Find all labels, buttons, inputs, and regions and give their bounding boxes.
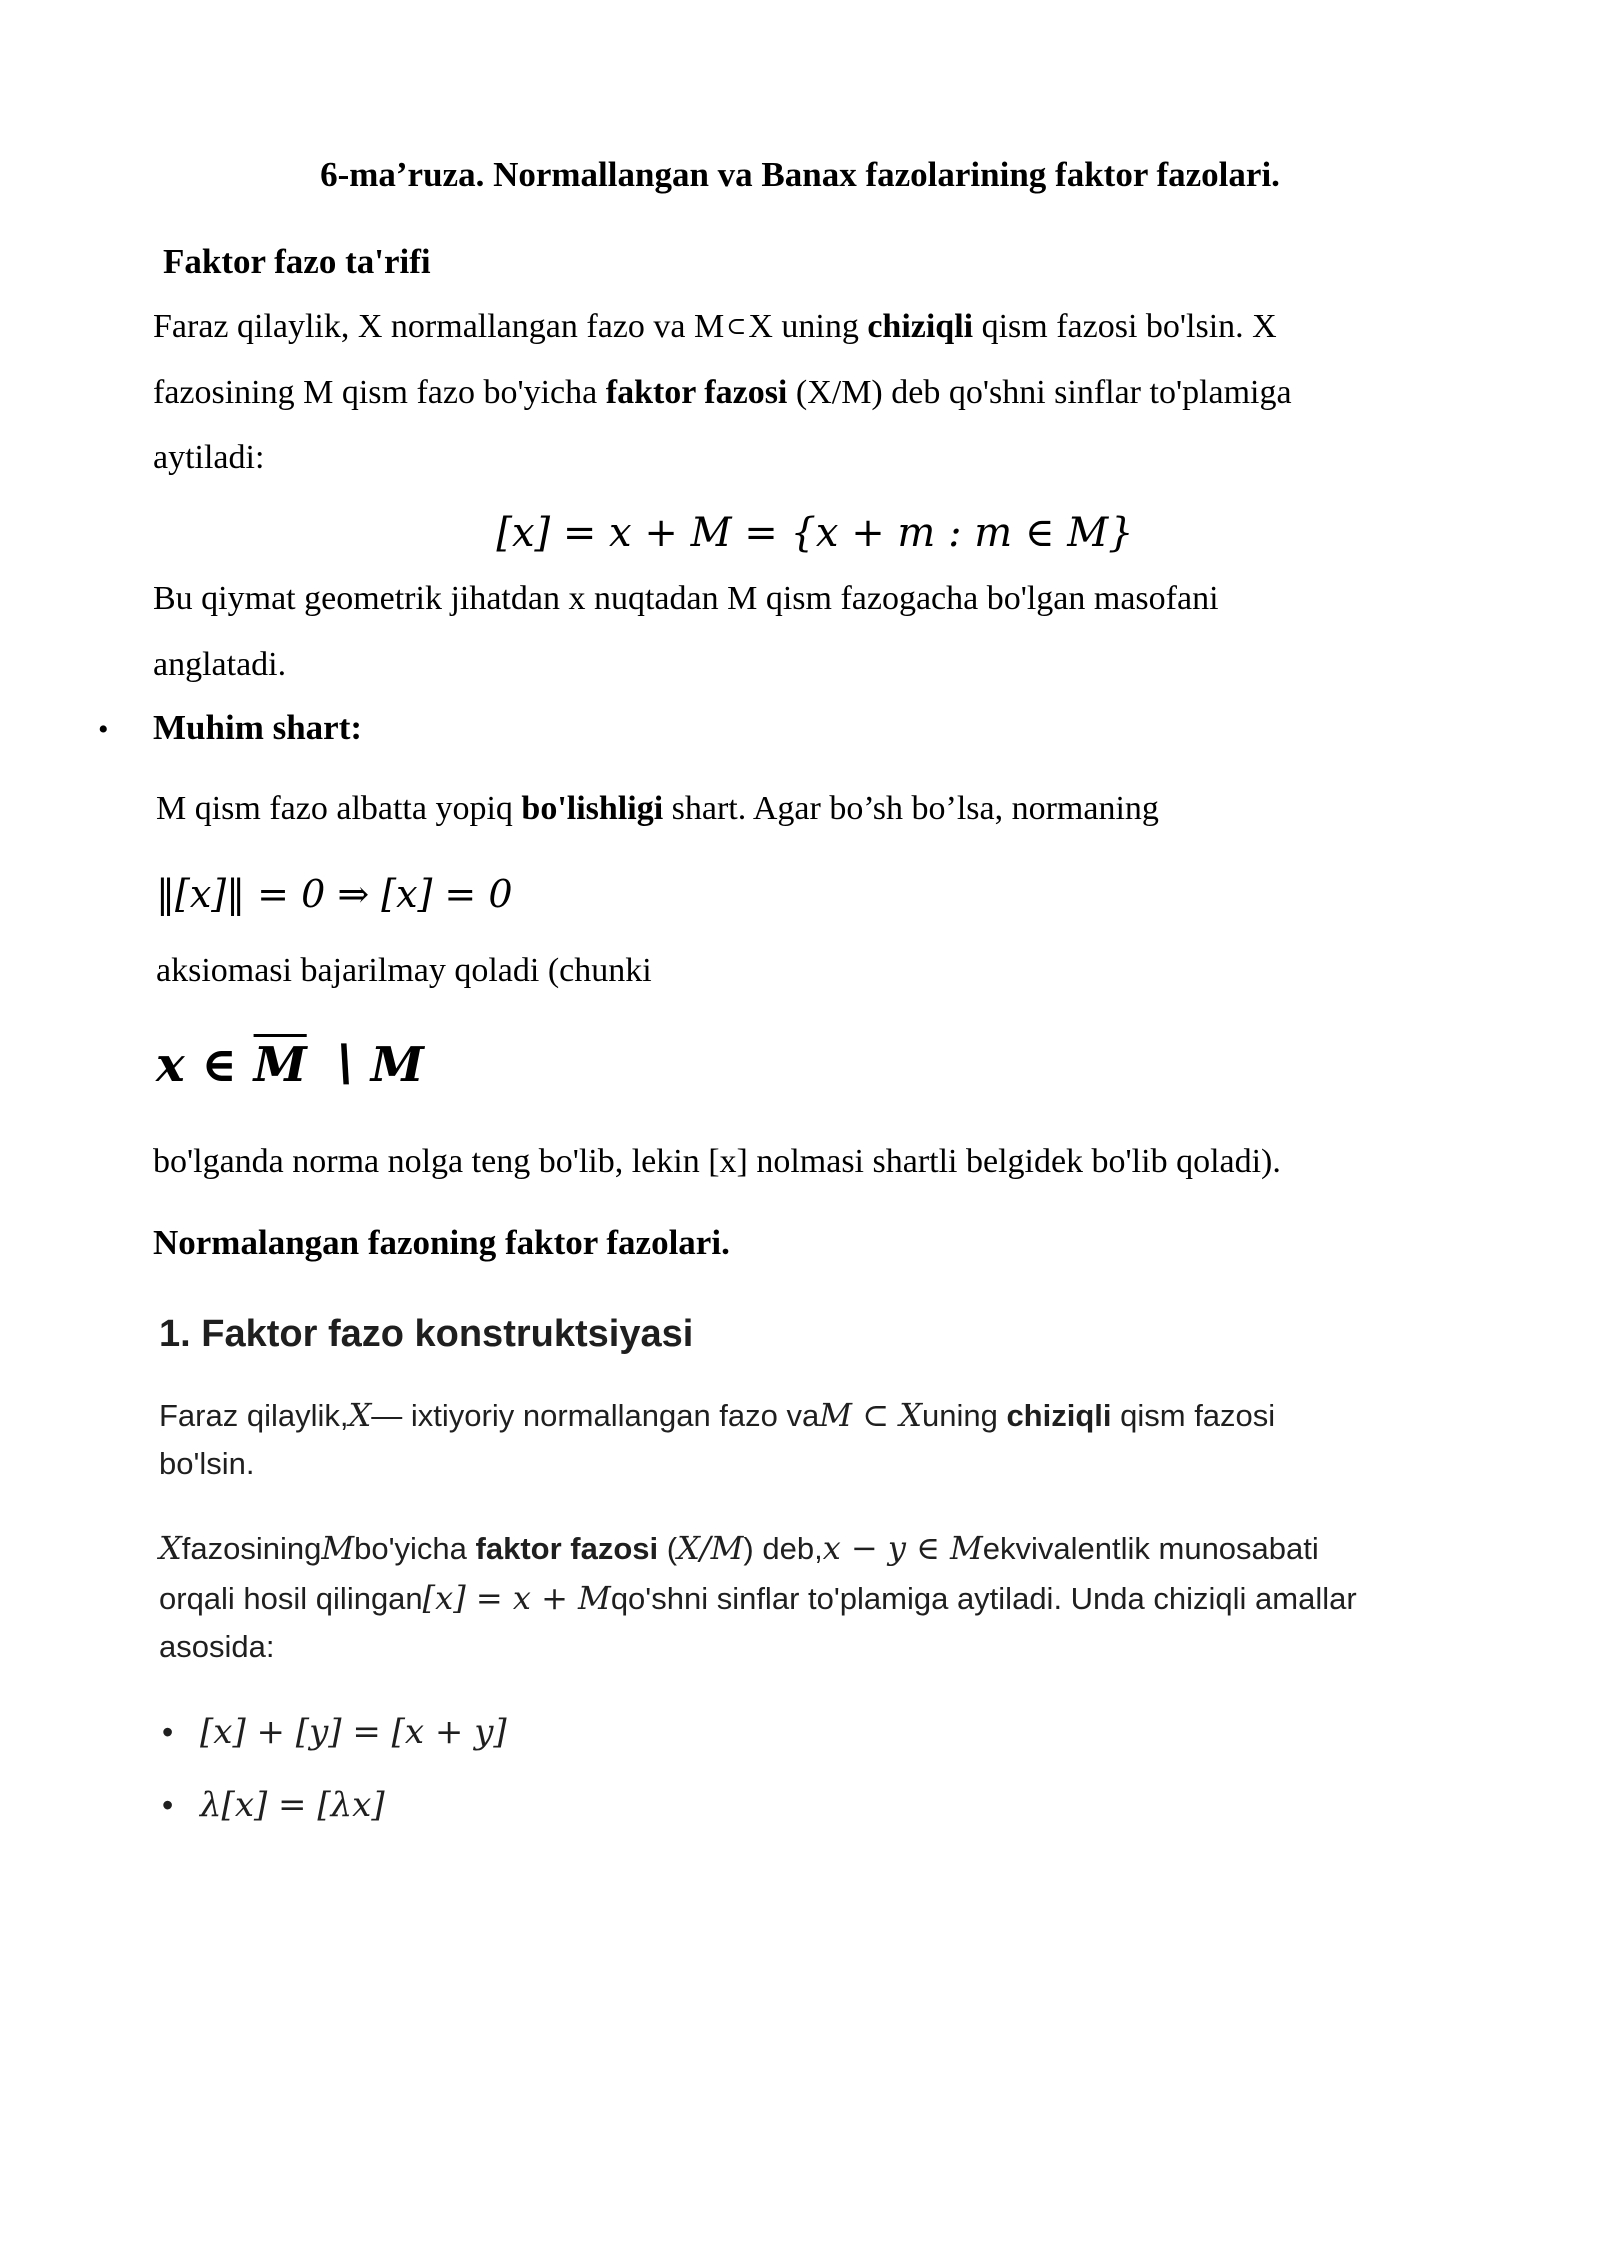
text-segment: orqali hosil qilingan	[159, 1581, 423, 1616]
construction-para-2-line-2	[159, 1579, 1357, 1617]
text-segment: uning	[921, 1398, 1007, 1433]
norm-formula	[156, 872, 513, 916]
text-segment: ekvivalentlik munosabati	[982, 1531, 1319, 1566]
text-segment: M qism fazo albatta yopiq	[156, 790, 522, 827]
math-symbol: X	[348, 1396, 372, 1434]
geometric-line-1	[153, 579, 1219, 620]
text-segment: asosida:	[159, 1629, 275, 1664]
closure-formula	[156, 1037, 424, 1093]
condition-line-1	[156, 789, 1159, 830]
geometric-line-2	[153, 645, 286, 686]
construction-para-1-line-1	[159, 1396, 1275, 1434]
text-segment: X uning	[748, 308, 868, 345]
text-segment: aytiladi:	[153, 439, 265, 476]
definition-line-3	[153, 438, 264, 479]
text-segment: qism fazosi bo'lsin. X	[973, 308, 1277, 345]
condition-line-2	[156, 951, 652, 992]
section-heading-definition	[163, 242, 431, 282]
text-segment: bo'lsin.	[159, 1446, 255, 1481]
text-segment: Bu qiymat geometrik jihatdan x nuqtadan M qism fazogacha bo'lgan masofani	[153, 580, 1219, 617]
math-symbol: [x] = x + M	[422, 1579, 611, 1617]
bullet-heading	[98, 708, 362, 748]
bullet-icon: •	[98, 713, 109, 746]
addition-formula: [x] + [y] = [x + y]	[200, 1712, 507, 1752]
text-segment: qism fazosi	[1111, 1398, 1276, 1433]
closure-bar-symbol: $\overline{M}$	[253, 1037, 307, 1093]
text-segment: — ixtiyoriy normallangan fazo va	[371, 1398, 820, 1433]
math-symbol: X/M	[677, 1529, 744, 1567]
bold-term: bo'lishligi	[521, 790, 664, 827]
subset-symbol: ⊂	[726, 314, 747, 340]
text-segment: fazosining M qism fazo bo'yicha	[153, 374, 606, 411]
list-item	[162, 1712, 507, 1752]
condition-line-3	[153, 1142, 1281, 1183]
math-symbol: M	[321, 1529, 355, 1567]
closure-formula-part: x ∈	[156, 1037, 254, 1093]
math-symbol: M ⊂ X	[819, 1396, 922, 1434]
section-heading-text: Faktor fazo ta'rifi	[163, 242, 431, 281]
norm-formula-text: ‖[x]‖ = 0 ⇒ [x] = 0	[156, 872, 513, 916]
text-segment: fazosining	[181, 1531, 322, 1566]
text-segment: anglatadi.	[153, 646, 287, 683]
page-title-text: 6-ma’ruza. Normallangan va Banax fazolarining faktor fazolari.	[320, 155, 1280, 194]
definition-line-1	[153, 307, 1277, 348]
text-segment: (	[658, 1531, 678, 1566]
section-heading-normed	[153, 1223, 730, 1263]
construction-para-2-line-3	[159, 1629, 274, 1665]
coset-formula-text: [x] = x + M = {x + m : m ∈ M}	[496, 510, 1134, 556]
scalar-formula: λ[x] = [λx]	[200, 1785, 385, 1825]
bold-term: faktor fazosi	[475, 1531, 659, 1566]
closure-formula-part: ∖ M	[306, 1037, 424, 1093]
text-segment: Faraz qilaylik,	[159, 1398, 349, 1433]
text-segment: bo'yicha	[354, 1531, 476, 1566]
construction-para-1-line-2	[159, 1446, 255, 1482]
coset-formula	[0, 510, 1600, 556]
math-symbol: x − y ∈ M	[822, 1529, 983, 1567]
bullet-icon: •	[162, 1714, 174, 1750]
text-segment: aksiomasi bajarilmay qoladi (chunki	[156, 952, 652, 989]
text-segment: (X/M) deb qo'shni sinflar to'plamiga	[787, 374, 1292, 411]
page-title	[0, 155, 1600, 195]
bullet-icon: •	[162, 1787, 174, 1823]
text-segment: bo'lganda norma nolga teng bo'lib, lekin [x] nolmasi shartli belgidek bo'lib qoladi).	[153, 1143, 1281, 1180]
text-segment: qo'shni sinflar to'plamiga aytiladi. Unda chiziqli amallar	[610, 1581, 1357, 1616]
construction-heading	[159, 1313, 693, 1356]
section-heading-text: Normalangan fazoning faktor fazolari.	[153, 1223, 730, 1262]
bullet-heading-text: Muhim shart:	[153, 708, 363, 747]
construction-heading-text: 1. Faktor fazo konstruktsiyasi	[159, 1313, 694, 1355]
definition-line-2	[153, 373, 1292, 414]
bold-term: faktor fazosi	[605, 374, 788, 411]
bold-term: chiziqli	[867, 308, 974, 345]
bold-term: chiziqli	[1006, 1398, 1112, 1433]
text-segment: shart. Agar bo’sh bo’lsa, normaning	[663, 790, 1159, 827]
construction-para-2-line-1	[159, 1529, 1319, 1567]
text-segment: ) deb,	[743, 1531, 823, 1566]
math-symbol: X	[159, 1529, 182, 1567]
text-segment: Faraz qilaylik, X normallangan fazo va M	[153, 308, 725, 345]
list-item	[162, 1785, 385, 1825]
